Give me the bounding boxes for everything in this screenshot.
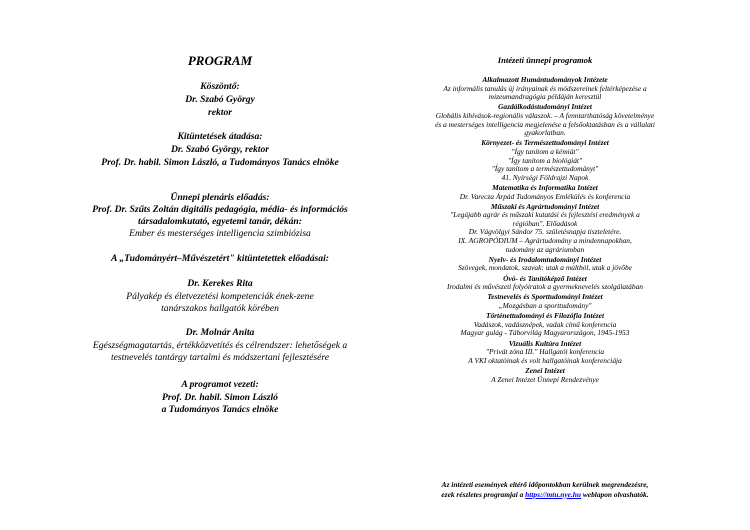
institute-program-line: "Privát zóna III." Hallgatói konferencia: [485, 347, 605, 357]
moderator-block: [40, 379, 400, 417]
speaker-talk-title: Pályakép és életvezetési kompetenciák ének-zene: [126, 290, 314, 302]
institute-program-line: Irodalmi és művészeti folyóiratok a gyermeknevelés szolgálatában: [447, 282, 643, 292]
institute-entry: [400, 275, 690, 292]
greeting-name: Dr. Szabó György: [185, 94, 255, 105]
institute-entry: [400, 256, 690, 273]
moderator-name: Prof. Dr. habil. Simon László: [162, 391, 278, 403]
institute-program-line: Dr. Varecza Árpád Tudományos Emlékülés és konferencia: [459, 191, 631, 201]
institute-program-line: „Mozgásban a sporttudomány": [498, 301, 592, 310]
institute-program-line: "Így tanítom a kémiát": [511, 146, 579, 156]
footer-text-post: weblapon olvashatók.: [581, 489, 649, 499]
institute-entry: [400, 76, 690, 102]
greeting-block: [40, 80, 400, 119]
institute-program-line: tudomány az agráriumban: [505, 244, 585, 254]
institute-name: Gazdálkodástudományi Intézet: [498, 102, 592, 112]
institute-program-line: Dr. Vágvölgyi Sándor 75. születésnapja tiszteletére.: [468, 227, 622, 237]
institute-name: Vizuális Kultúra Intézet: [508, 338, 582, 348]
institute-list: [400, 76, 690, 386]
awardee-talks-heading: A „Tudományért–Művészetért" kitüntetettek előadásai:: [111, 253, 329, 264]
plenary-block: [40, 192, 400, 240]
institute-name: Zenei Intézet: [525, 365, 565, 375]
program-title: PROGRAM: [187, 53, 253, 68]
institute-program-line: és a mesterséges intelligencia megjelenése a felsőoktatásban és a vállalati: [435, 119, 655, 129]
institute-name: Matematika és Informatika Intézet: [492, 182, 598, 192]
plenary-speaker: társadalomkutató, egyetemi tanár, dékán:: [138, 216, 302, 227]
institute-programs-title: Intézeti ünnepi programok: [497, 55, 593, 65]
institute-program-line: Az informális tanulás új irányainak és módszereinek feltérképezése a: [443, 83, 647, 93]
website-link[interactable]: https://mtu.nye.hu: [525, 489, 582, 499]
awards-block: [40, 130, 400, 169]
plenary-heading: Ünnepi plenáris előadás:: [170, 192, 270, 203]
institute-program-line: "Így tanítom a természettudományt": [491, 164, 599, 174]
institute-program-line: régióban". Előadások: [512, 218, 578, 228]
institute-program-line: "Legújabb agrár és műszaki kutatási és fejlesztési eredmények a: [450, 210, 640, 220]
institute-entry: [400, 103, 690, 137]
speaker-block: [40, 278, 400, 316]
institute-program-line: 41. Nyírségi Földrajzi Napok: [501, 172, 589, 182]
institute-program-line: "Így tanítom a biológiát": [507, 155, 583, 165]
institute-program-line: Szövegek, mondatok, szavak: utak a múltból, utak a jövőbe: [458, 263, 632, 273]
institute-program-line: A Zenei Intézet Ünnepi Rendezvénye: [491, 374, 599, 384]
institute-program-line: Globális kihívások-regionális válaszok. – A fenntarthatóság követelménye: [435, 110, 655, 120]
institute-entry: [400, 184, 690, 201]
moderator-role: a Tudományos Tanács elnöke: [161, 404, 279, 415]
moderator-heading: A programot vezeti:: [181, 379, 259, 390]
institute-program-line: Magyar gulág - Táborvilág Magyarországon, 1945-1953: [460, 328, 630, 338]
institute-program-line: A VKI oktatóinak és volt hallgatóinak konferenciája: [468, 355, 622, 365]
awards-heading: Kitüntetések átadása:: [177, 131, 263, 142]
greeting-heading: Köszöntő:: [200, 81, 240, 92]
institute-entry: [400, 367, 690, 384]
institute-entry: [400, 293, 690, 310]
institute-program-line: gyakorlatban.: [524, 128, 566, 138]
speaker-talk-title: Egészségmagatartás, értékközvetítés és célrendszer: lehetőségek a: [92, 339, 348, 351]
institute-entry: [400, 312, 690, 338]
institute-name: Testnevelés és Sporttudományi Intézet: [487, 292, 603, 302]
speaker-block: [40, 327, 400, 365]
speaker-name: Dr. Kerekes Rita: [187, 278, 253, 289]
institute-name: Környezet- és Természettudományi Intézet: [481, 138, 609, 148]
institute-program-line: IX. AGROPÓDIUM – Agrártudomány a mindennapokban,: [458, 236, 632, 246]
footer-text-pre: ezek részletes programjai a: [441, 489, 526, 499]
institute-name: Óvó- és Tanítóképző Intézet: [503, 273, 587, 283]
footer-line: Az intézeti események eltérő időpontokban kerülnek megrendezésre,: [441, 480, 649, 489]
speaker-talk-title: testnevelés tantárgy tartalmi és módszertani fejlesztésére: [110, 352, 330, 363]
awards-line: Prof. Dr. habil. Simon László, a Tudományos Tanács elnöke: [101, 157, 339, 168]
institute-name: Alkalmazott Humántudományok Intézete: [482, 75, 608, 84]
institute-entry: [400, 203, 690, 255]
footer-line: [400, 490, 690, 500]
institute-program-line: mizeumandragógia példáján keresztül: [488, 92, 602, 102]
plenary-speaker: Prof. Dr. Szűts Zoltán digitális pedagógia, média- és információs: [92, 204, 348, 215]
institute-name: Történettudományi és Filozófia Intézet: [485, 311, 605, 321]
greeting-role: rektor: [208, 107, 232, 118]
institute-name: Műszaki és Agrártudományi Intézet: [490, 201, 600, 211]
institute-entry: [400, 340, 690, 366]
speaker-talk-title: tanárszakos hallgatók körében: [161, 303, 279, 314]
awards-line: Dr. Szabó György, rektor: [171, 144, 269, 155]
institute-entry: [400, 139, 690, 182]
footer-note: [400, 480, 690, 499]
institute-name: Nyelv- és Irodalomtudományi Intézet: [488, 254, 602, 264]
speaker-name: Dr. Molnár Anita: [185, 327, 255, 338]
plenary-topic: Ember és mesterséges intelligencia szimbiózisa: [129, 228, 311, 239]
institute-program-line: Vadászok, vadásznépek, vadak című konferencia: [473, 319, 617, 329]
